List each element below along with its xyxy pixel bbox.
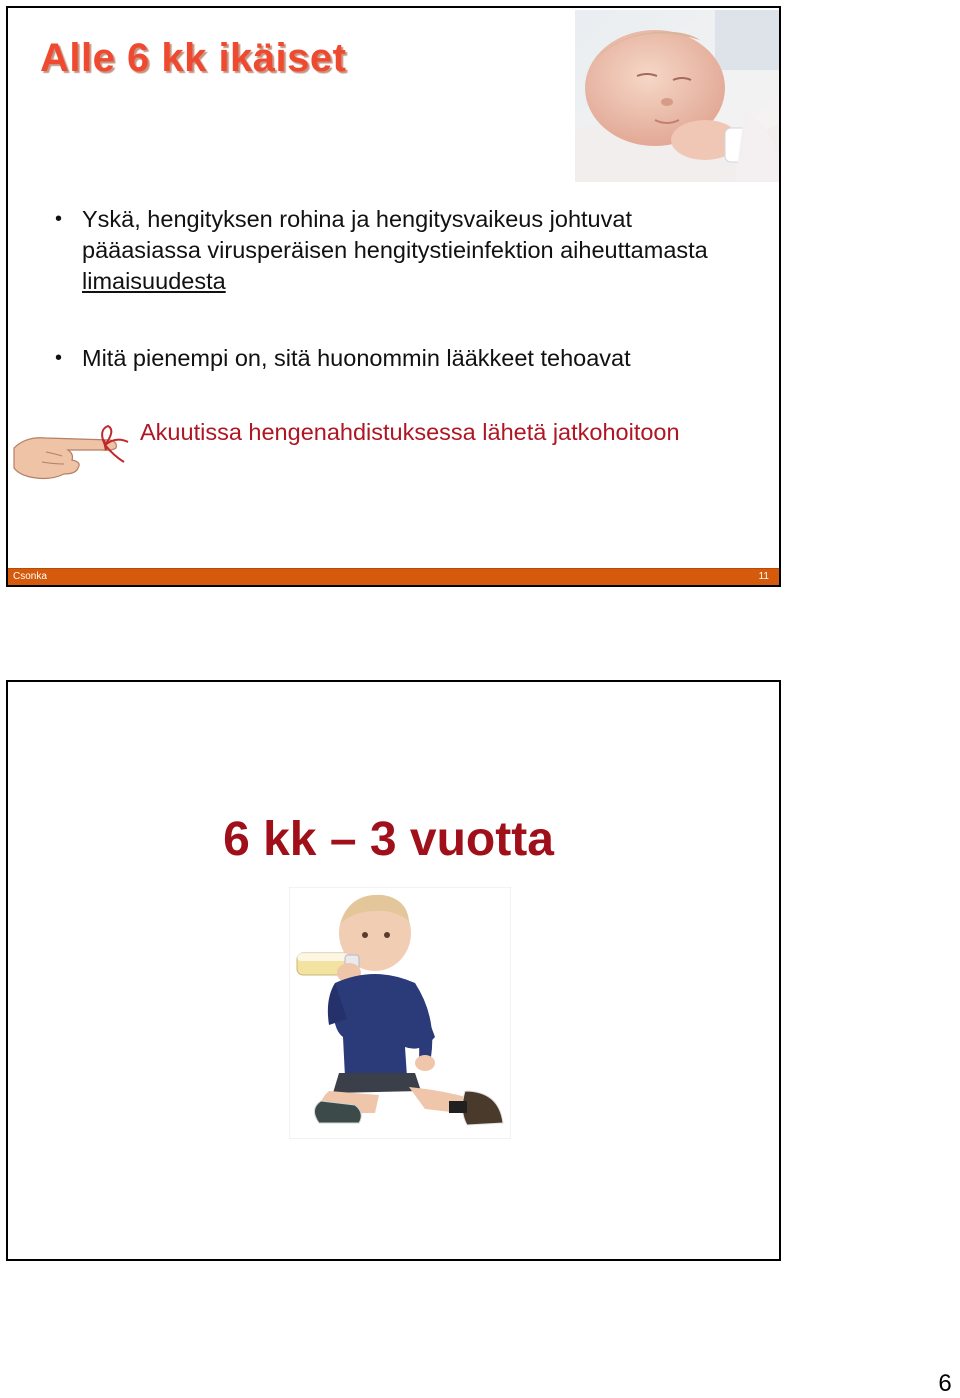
slide-11 [6,6,781,587]
reminder-text: Akuutissa hengenahdistuksessa lähetä jatkohoitoon [140,419,680,445]
toddler-with-bottle-photo [289,887,511,1139]
bullet-icon: • [55,347,63,369]
bullet-icon: • [55,208,63,230]
bullet-list [52,204,752,374]
footer-slide-number: 11 [758,571,769,582]
page-number: 6 [938,1370,952,1397]
bullet-text: Mitä pienempi on, sitä huonommin lääkkeet tehoavat [82,345,631,371]
footer-author: Csonka [13,571,47,582]
slide-title: Alle 6 kk ikäiset [40,36,347,80]
slide-footer [8,568,779,585]
slide-12 [6,680,781,1261]
sleeping-baby-photo [575,10,781,182]
bullet-item [52,204,752,297]
bullet-underlined-text: limaisuudesta [82,268,226,294]
slide-title: 6 kk – 3 vuotta [223,813,554,866]
finger-with-ribbon-icon [12,418,138,482]
bullet-text: Yskä, hengityksen rohina ja hengitysvaikeus johtuvat pääasiassa virusperäisen hengitystieinfektion aiheuttamasta [82,206,708,263]
bullet-item [52,343,752,374]
